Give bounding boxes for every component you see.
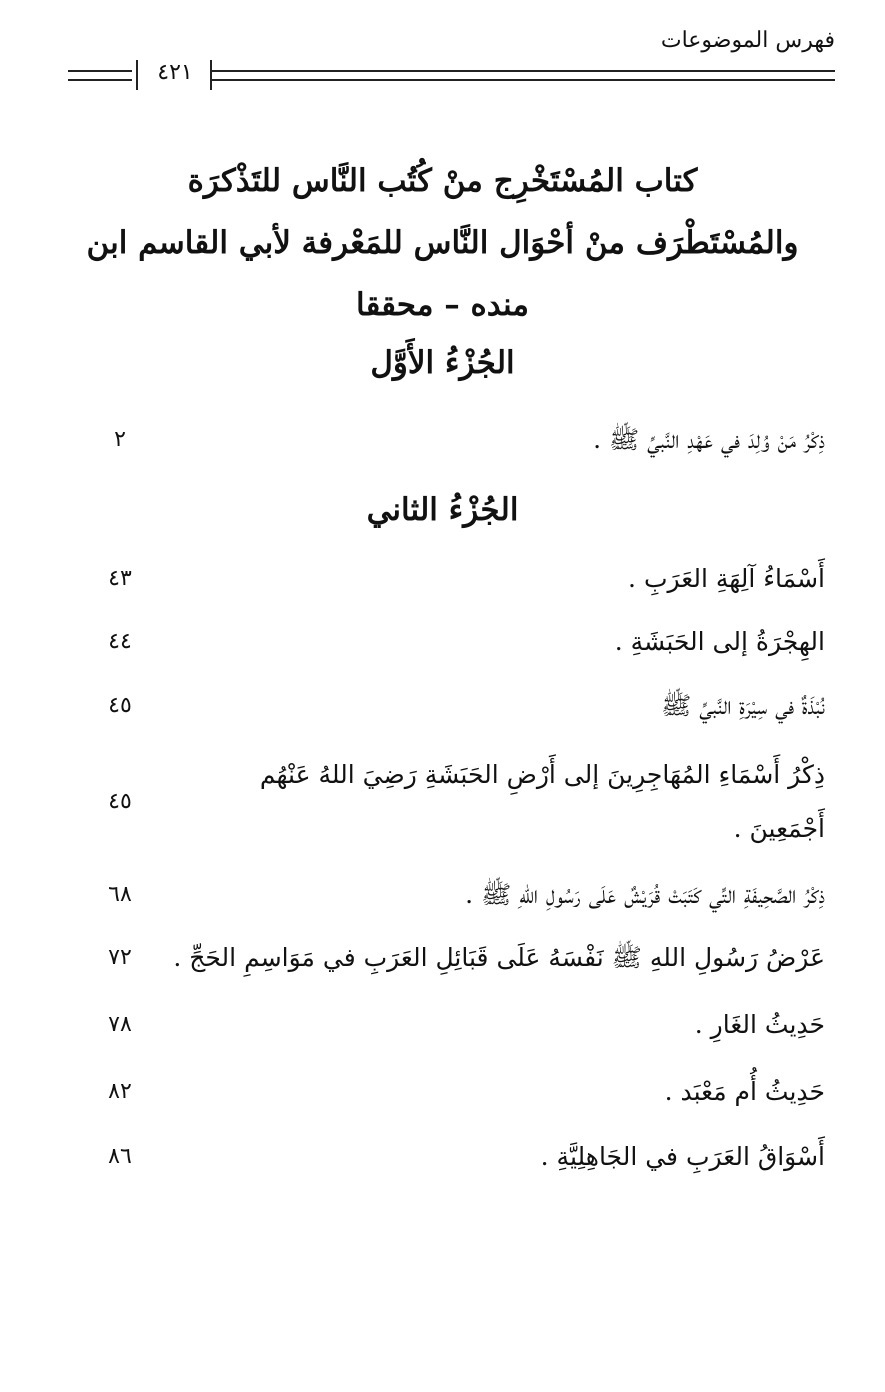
- toc-entry: [90, 873, 825, 917]
- toc-entry-page: ٢: [114, 427, 126, 452]
- toc-entry-title: ذِكْرُ أَسْمَاءِ المُهَاجِرِينَ إلى أَرْضِ الحَبَشَةِ رَضِيَ اللهُ عَنْهُم أَجْمَعِينَ .: [259, 760, 825, 843]
- book-title-line-1: كتاب المُسْتَخْرِج منْ كُتُب النَّاس للتَذْكرَة: [187, 163, 698, 199]
- toc-entry-page: ٤٥: [108, 693, 132, 718]
- toc-entry-title: أَسْوَاقُ العَرَبِ في الجَاهِلِيَّةِ .: [540, 1142, 825, 1171]
- part-heading: الجُزْءُ الثاني: [366, 492, 519, 528]
- header-rule-divider-left: [136, 60, 138, 90]
- toc-entry: [90, 418, 825, 462]
- toc-entry: [90, 1003, 825, 1047]
- toc-entry: [90, 936, 825, 980]
- toc-entry-page: ٤٣: [108, 566, 132, 591]
- toc-entry-title: حَدِيثُ الغَارِ .: [694, 1010, 825, 1039]
- toc-entry-page: ٧٨: [108, 1012, 132, 1037]
- running-title: فهرس الموضوعات: [660, 28, 835, 53]
- toc-entry: [90, 748, 825, 856]
- header-rule-left: [68, 70, 132, 81]
- toc-entry: [90, 557, 825, 601]
- book-title: [80, 150, 805, 336]
- book-title-line-3: منده – محققا: [356, 287, 529, 323]
- toc-entry-page: ٨٦: [108, 1144, 132, 1169]
- toc-entry-title: أَسْمَاءُ آلِهَةِ العَرَبِ .: [628, 564, 825, 593]
- toc-entry-title: الهِجْرَةُ إلى الحَبَشَةِ .: [614, 627, 825, 656]
- part-heading: الجُزْءُ الأَوَّل: [370, 345, 515, 381]
- toc-entry-page: ٤٤: [108, 629, 132, 654]
- toc-entry: [90, 1070, 825, 1114]
- header-rule-divider-right: [210, 60, 212, 90]
- toc-entry: [90, 684, 825, 728]
- page-number: ٤٢١: [157, 60, 193, 85]
- toc-entry-title: ذِكْرُ الصَّحِيفَةِ التِّي كَتَبَتْ قُرَيْشٌ عَلَى رَسُولِ اللهِ ﷺ .: [465, 880, 825, 909]
- toc-entry-page: ٤٥: [108, 789, 132, 814]
- toc-entry-title: ذِكْرُ مَنْ وُلِدَ في عَهْدِ النَّبيِّ ﷺ .: [593, 425, 825, 454]
- toc-entry-title: حَدِيثُ أُم مَعْبَد .: [664, 1077, 825, 1106]
- book-title-line-2: والمُسْتَطْرَف منْ أحْوَال النَّاس للمَعْرفة لأبي القاسم ابن: [86, 225, 799, 261]
- toc-entry-title: عَرْضُ رَسُولِ اللهِ ﷺ نَفْسَهُ عَلَى قَبَائِلِ العَرَبِ في مَوَاسِمِ الحَجِّ .: [173, 943, 825, 972]
- header-rule-right: [212, 70, 835, 81]
- toc-entry: [90, 620, 825, 664]
- toc-entry-page: ٧٢: [108, 945, 132, 970]
- toc-entry-page: ٦٨: [108, 882, 132, 907]
- toc-entry-title: نُبْذَةٌ في سِيْرَةِ النَّبيِّ ﷺ: [661, 691, 825, 720]
- toc-entry-page: ٨٢: [108, 1079, 132, 1104]
- toc-entry: [90, 1135, 825, 1179]
